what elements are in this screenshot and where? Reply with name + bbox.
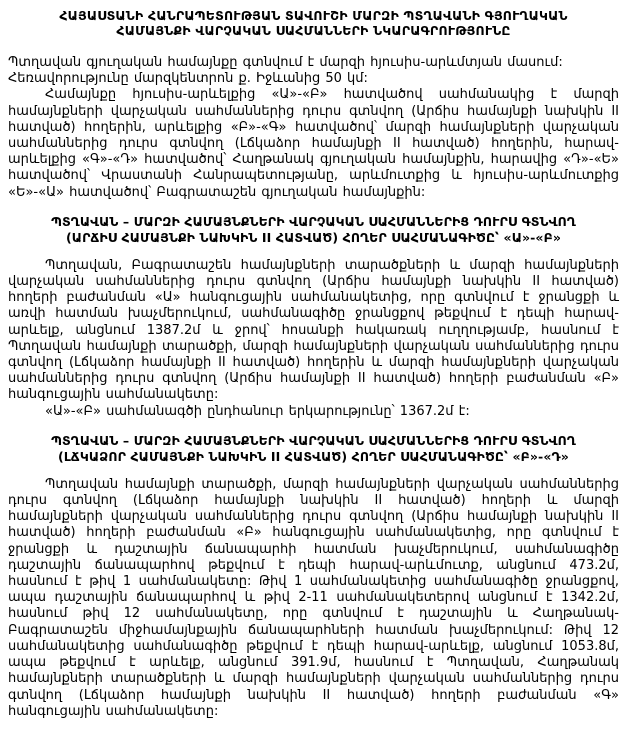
section1-heading <box>22 214 605 246</box>
section2-heading-line1: ՊՏՂԱՎԱՆ – ՄԱՐԶԻ ՀԱՄԱՅՆՔՆԵՐԻ ՎԱՐՉԱԿԱՆ ՍԱՀՄԱՆՆԵՐԻՑ ԴՈՒՐՍ ԳՏՆՎՈՂ <box>51 432 576 448</box>
section1-heading-line2: (ԱՐՃԻՍ ՀԱՄԱՅՆՔԻ ՆԱԽԿԻՆ II ՀԱՏՎԱԾ) ՀՈՂԵՐ ՍԱՀՄԱՆԱԳԻԾԸ՝ «Ա»-«Բ» <box>65 229 561 245</box>
section2-body-paragraph: Պտղավան համայնքի տարածքի, մարզի համայնքների վարչական սահմաններից դուրս գտնվող (Լճկաձոր համայնքի նախկին II հատված) հողերի և մարզի համայնքների վարչական սահմաններից դուրս գտնվող (Արճիս համայնքի նախկին II հատված) հողերի բաժանման «Բ» հանգուցային սահմանակետից, որը գտնվում է ջրանցքի և դաշտային ճանապարհի հատման խաչմերուկում, սահմանագիծը դաշտային ճանապարհով թեքվում է դեպի հարավ-արևմուտք, անցնում 473.2մ, հասնում է թիվ 1 սահմանակետը: Թիվ 1 սահմանակետից սահմանագիծը ջրանցքով, ապա դաշտային ճանապարհով և թիվ 2-11 սահմանակետերով անցնում է 1342.2մ, հասնում թիվ 12 սահմանակետը, որը գտնվում է դաշտային և Հաղթանակ-Բագրատաշեն միջհամայնքային ճանապարհների հատման խաչմերուկում: Թիվ 12 սահմանակետից սահմանագիծը թեքվում է դեպի հարավ-արևելք, անցնում 1053.8մ, ապա թեքվում է արևելք, անցնում 391.9մ, հասնում է Պտղավան, Հաղթանակ համայնքների տարածքների և մարզի համայնքների վարչական սահմաններից դուրս գտնվող (Լճկաձոր համայնքի նախկին II հատված) հողերի բաժանման «Գ» հանգուցային սահմանակետը: <box>8 476 619 719</box>
section1-total-length: «Ա»-«Բ» սահմանագծի ընդհանուր երկարությունը՝ 1367.2մ է: <box>45 403 470 419</box>
section1-heading-line1: ՊՏՂԱՎԱՆ – ՄԱՐԶԻ ՀԱՄԱՅՆՔՆԵՐԻ ՎԱՐՉԱԿԱՆ ՍԱՀՄԱՆՆԵՐԻՑ ԴՈՒՐՍ ԳՏՆՎՈՂ <box>51 213 576 229</box>
document-title-line2: ՀԱՄԱՅՆՔԻ ՎԱՐՉԱԿԱՆ ՍԱՀՄԱՆՆԵՐԻ ՆԿԱՐԱԳՐՈՒԹՅՈՒՆԸ <box>116 23 511 38</box>
section2-heading-line2: (ԼՃԿԱՁՈՐ ՀԱՄԱՅՆՔԻ ՆԱԽԿԻՆ II ՀԱՏՎԱԾ) ՀՈՂԵՐ ՍԱՀՄԱՆԱԳԻԾԸ՝ «Բ»-«Դ» <box>58 448 569 464</box>
intro-distance-paragraph: Հեռավորությունը մարզկենտրոն ք. Իջևանից 50 կմ: <box>8 71 368 87</box>
intro-location-paragraph: Պտղավան գյուղական համայնքը գտնվում է մարզի հյուսիս-արևմտյան մասում: <box>8 55 563 70</box>
document-title <box>8 8 619 38</box>
document-title-line1: ՀԱՅԱՍՏԱՆԻ ՀԱՆՐԱՊԵՏՈՒԹՅԱՆ ՏԱՎՈՒՇԻ ՄԱՐԶԻ ՊՏՂԱՎԱՆԻ ԳՅՈՒՂԱԿԱՆ <box>59 8 568 23</box>
intro-borders-paragraph: Համայնքը հյուսիս-արևելքից «Ա»-«Բ» հատվածով սահմանակից է մարզի համայնքների վարչական սահմաններից դուրս գտնվող (Արճիս համայնքի նախկին II հատված) հողերին, արևելքից «Բ»-«Գ» հատվածով՝ մարզի համայնքների վարչական սահմաններից դուրս գտնվող (Լճկաձոր համայնքի II հատված) հողերին, հարավ-արևելքից «Գ»-«Դ» հատվածով՝ Հաղթանակ գյուղական համայնքին, հարավից «Դ»-«Ե» հատվածով՝ Վրաստանի Հանրապետությանը, արևմուտքից և հյուսիս-արևմուտքից «Ե»-«Ա» հատվածով՝ Բագրատաշեն գյուղական համայնքին: <box>8 87 619 200</box>
section2-heading <box>22 433 605 465</box>
section1-body-paragraph: Պտղավան, Բագրատաշեն համայնքների տարածքների և մարզի համայնքների վարչական սահմաններից դուրս գտնվող (Արճիս համայնքի նախկին II հատված) հողերի բաժանման «Ա» հանգուցային սահմանակետից, որը գտնվում է ջրանցքի և առվի հատման խաչմերուկում, սահմանագիծը ջրանցքով թեքվում է դեպի հարավ-արևելք, անցնում 1387.2մ և ջրով՝ հոսանքի հակառակ ուղղությամբ, հասնում է Պտղավան համայնքի տարածքի, մարզի համայնքների վարչական սահմաններից դուրս գտնվող (Լճկաձոր համայնքի II հատված) հողերին և մարզի համայնքների վարչական սահմաններից դուրս գտնվող (Արճիս համայնքի II հատված) հողերի բաժանման «Բ» հանգուցային սահմանակետը: <box>8 257 619 403</box>
